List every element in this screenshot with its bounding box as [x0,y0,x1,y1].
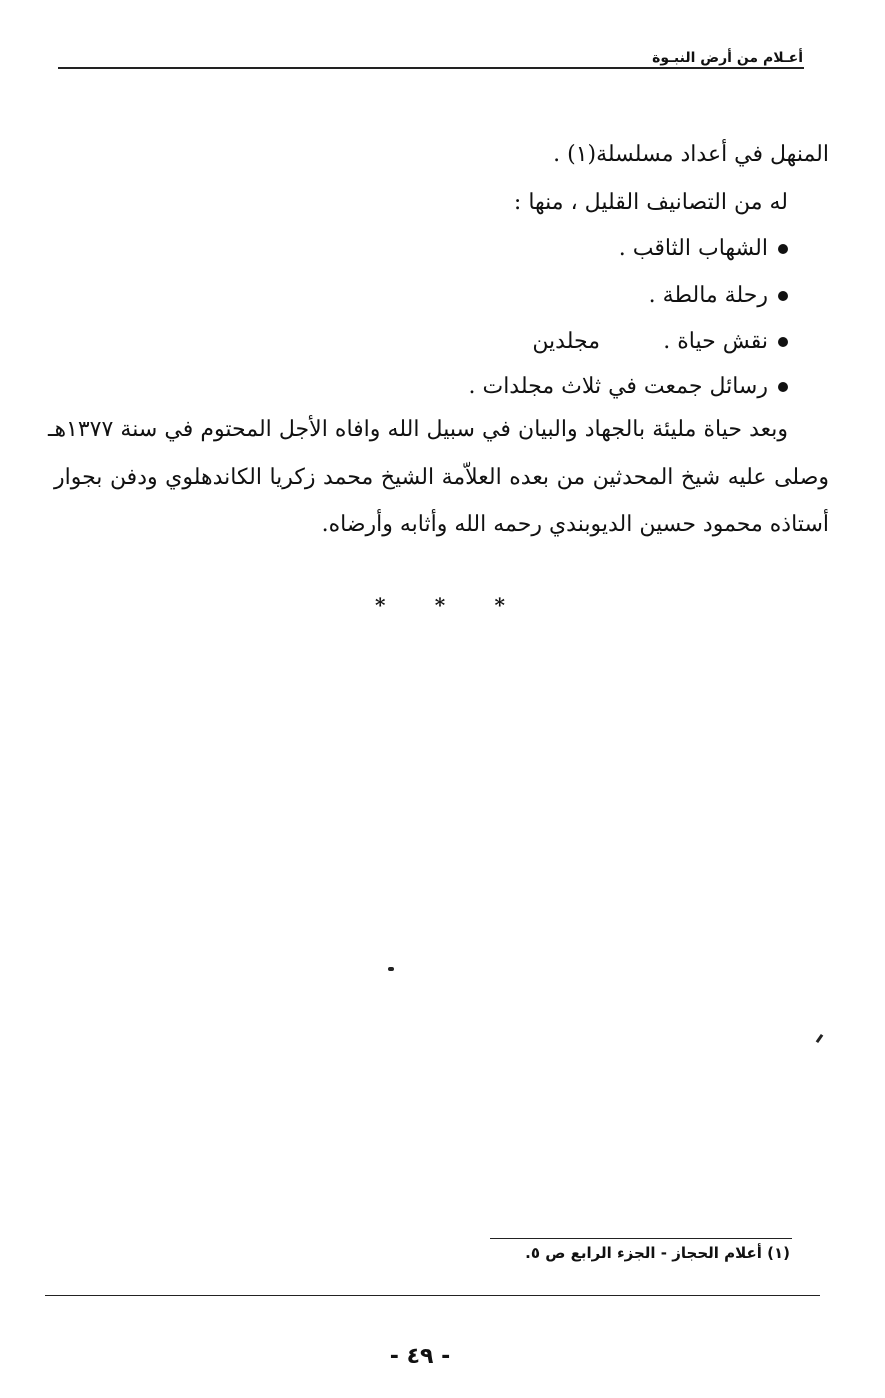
bullet-icon [778,382,788,392]
footnote-rule [490,1238,792,1239]
section-separator [375,593,505,617]
bullet-icon [778,337,788,347]
running-title: أعـلام من أرض النبـوة [652,50,803,66]
paragraph-line-1: وبعد حياة مليئة بالجهاد والبيان في سبيل الله وافاه الأجل المحتوم في سنة ١٣٧٧هـ [48,417,788,442]
scan-speck [388,967,394,971]
star-icon: * [375,593,386,617]
bullet-annotation: مجلدين [532,329,600,354]
star-icon: * [494,593,505,617]
text-line-2: له من التصانيف القليل ، منها : [513,190,788,215]
text-line-1: المنهل في أعداد مسلسلة(١) . [553,142,829,167]
bullet-icon [778,291,788,301]
bullet-icon [778,244,788,254]
paragraph-line-3: أستاذه محمود حسين الديوبندي رحمه الله وأثابه وأرضاه. [321,512,829,537]
bullet-item [469,372,789,402]
paragraph-line-2: وصلى عليه شيخ المحدثين من بعده العلاّمة الشيخ محمد زكريا الكاندهلوي ودفن بجوار [54,465,829,490]
bullet-item [663,327,788,357]
bullet-text: رحلة مالطة . [648,283,768,308]
bullet-item [619,234,788,264]
bullet-text: الشهاب الثاقب . [618,236,768,261]
bullet-item [649,281,788,311]
footer-rule [45,1295,820,1296]
bullet-text: نقش حياة . [663,329,768,354]
scan-speck [816,1034,824,1043]
star-icon: * [434,593,446,617]
header-rule [58,67,804,69]
bullet-text: رسائل جمعت في ثلاث مجلدات . [468,374,768,399]
footnote: (١) أعلام الحجاز - الجزء الرابع ص ٥. [525,1244,790,1262]
page-number: - ٤٩ - [389,1344,451,1369]
